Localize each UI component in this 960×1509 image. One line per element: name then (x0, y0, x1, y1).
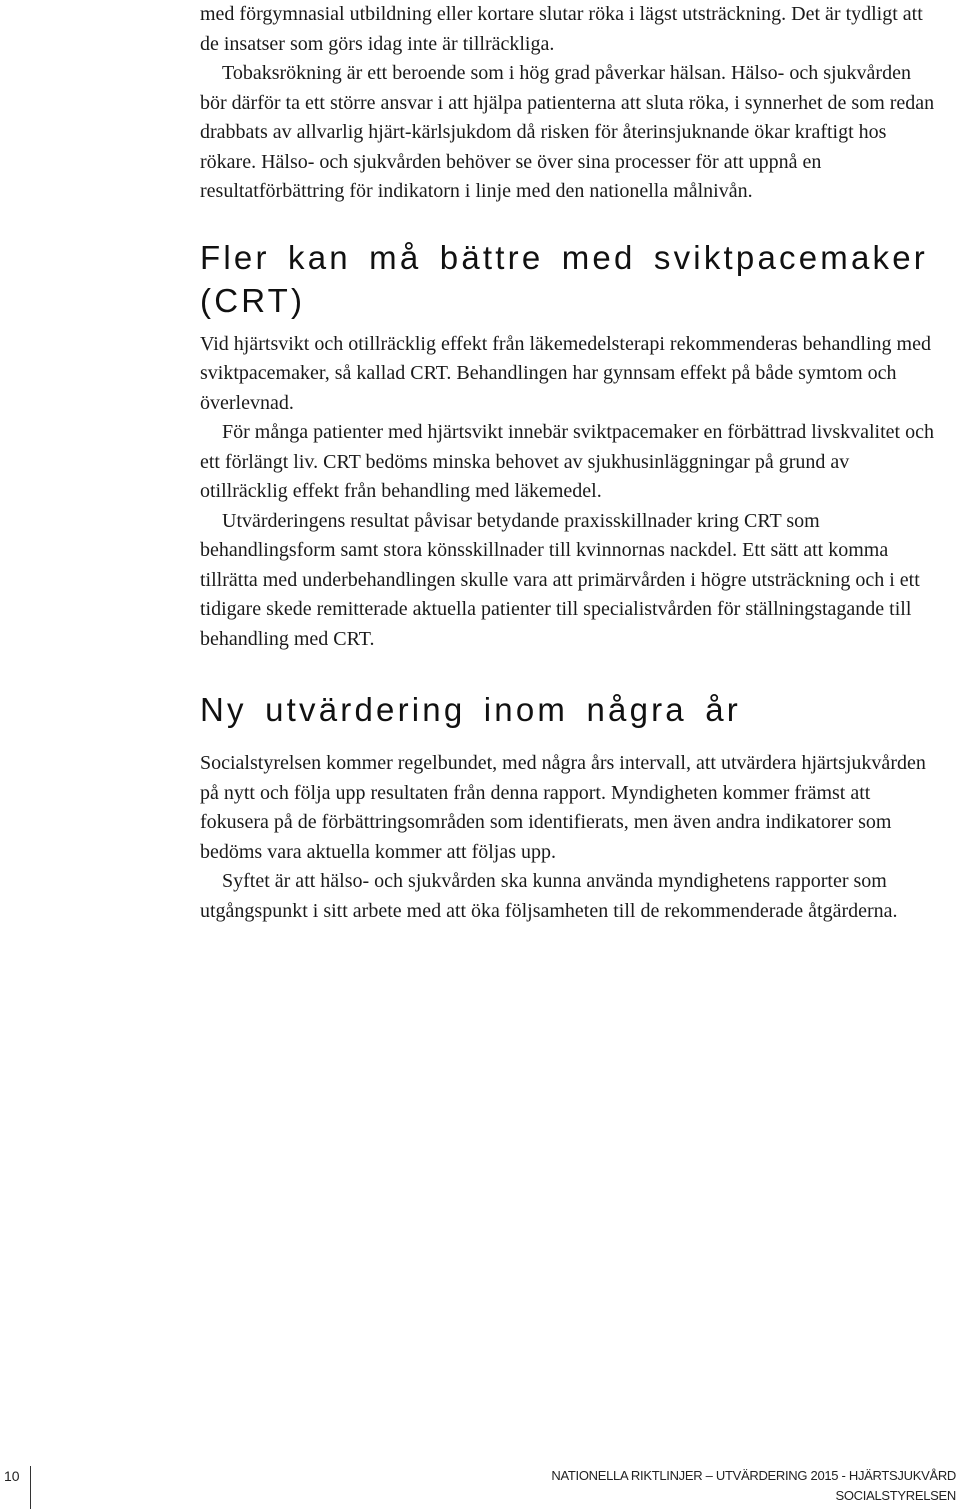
section-heading-followup: Ny utvärdering inom några år (200, 691, 741, 728)
page-footer (0, 1466, 960, 1509)
followup-paragraph-2: Syftet är att hälso- och sjukvården ska kunna använda myndighetens rapporter som utgångspunkt i sitt arbete med att öka följsamheten till de rekommenderade åtgärderna. (200, 870, 898, 922)
footer-divider (30, 1466, 31, 1509)
crt-paragraph-3: Utvärderingens resultat påvisar betydande praxisskillnader kring CRT som behandlingsform samt stora könsskillnader till kvinnornas nackdel. Ett sätt att komma tillrätta med underbehandlingen skulle vara att primärvården i högre utsträckning och i ett tidigare skede remitterade aktuella patienter till specialistvården för ställningstagande till behandling med CRT. (200, 509, 920, 650)
section-crt (200, 236, 940, 655)
followup-paragraph-1: Socialstyrelsen kommer regelbundet, med några års intervall, att utvärdera hjärtsjukvården på nytt och följa upp resultaten från denna rapport. Myndigheten kommer främst att fokusera på de förbättringsområden som identifierats, men även andra indikatorer som bedöms vara aktuella kommer att följas upp. (200, 752, 926, 863)
page-content (200, 0, 940, 926)
page-number: 10 (4, 1468, 20, 1484)
footer-publisher: SOCIALSTYRELSEN (835, 1488, 956, 1503)
intro-block (200, 0, 940, 207)
section-followup (200, 688, 940, 926)
intro-paragraph-2: Tobaksrökning är ett beroende som i hög grad påverkar hälsan. Hälso- och sjukvården bör därför ta ett större ansvar i att hjälpa patienterna att sluta röka, i synnerhet de som redan drabbats av allvarlig hjärt-kärlsjukdom då risken för återinsjuknande ökar kraftigt hos rökare. Hälso- och sjukvården behöver se över sina processer för att uppnå en resultatförbättring för indikatorn i linje med den nationella målnivån. (200, 62, 935, 202)
intro-paragraph-1: med förgymnasial utbildning eller kortare slutar röka i lägst utsträckning. Det är tydligt att de insatser som görs idag inte är tillräckliga. (200, 3, 923, 55)
footer-series-title: NATIONELLA RIKTLINJER – UTVÄRDERING 2015 - HJÄRTSJUKVÅRD (551, 1468, 956, 1483)
section-heading-crt: Fler kan må bättre med sviktpacemaker (CRT) (200, 238, 928, 319)
crt-paragraph-1: Vid hjärtsvikt och otillräcklig effekt från läkemedelsterapi rekommenderas behandling med sviktpacemaker, så kallad CRT. Behandlingen har gynnsam effekt på både symtom och överlevnad. (200, 332, 931, 414)
crt-paragraph-2: För många patienter med hjärtsvikt innebär sviktpacemaker en förbättrad livskvalitet och ett förlängt liv. CRT bedöms minska behovet av sjukhusinläggningar på grund av otillräcklig effekt från behandling med läkemedel. (200, 421, 934, 502)
